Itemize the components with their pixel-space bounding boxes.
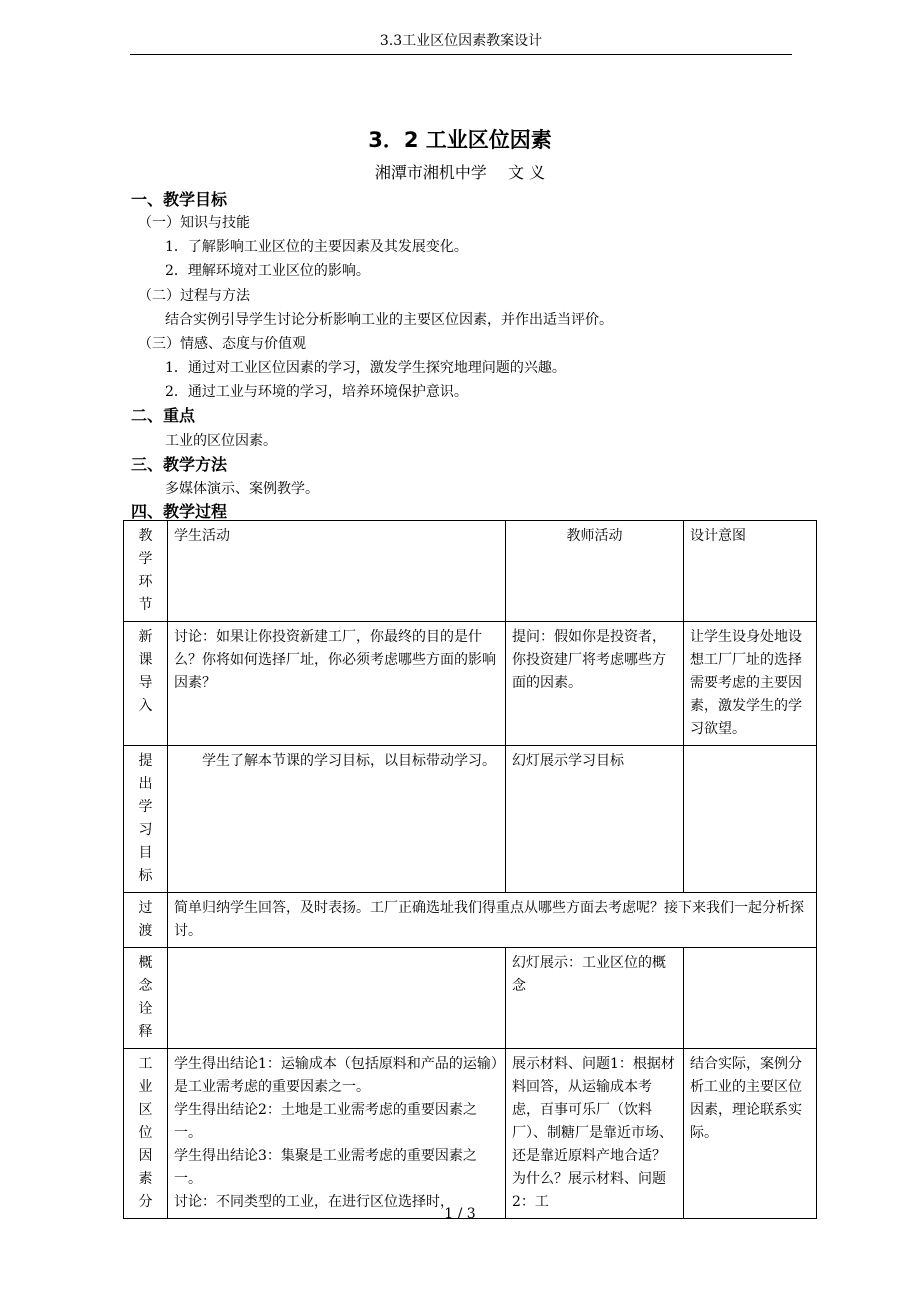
subsection-attitude: （三）情感、态度与价值观 — [138, 336, 306, 352]
stage-cell: 提 出 学 习 目 标 — [124, 746, 168, 893]
table-row — [124, 622, 817, 746]
page-number: 1 / 3 — [444, 1206, 476, 1222]
subsection-process: （二）过程与方法 — [138, 288, 250, 304]
document-title: 3．2 工业区位因素 — [368, 128, 552, 152]
student-activity-cell: 学生了解本节课的学习目标，以目标带动学习。 — [168, 746, 506, 893]
key-point-text: 工业的区位因素。 — [165, 433, 277, 449]
student-activity-cell — [168, 948, 506, 1049]
table-row — [124, 1049, 817, 1219]
stage-cell: 新 课 导 入 — [124, 622, 168, 746]
teaching-process-table — [123, 520, 817, 1219]
table-row — [124, 893, 817, 948]
header-student-activity: 学生活动 — [168, 521, 506, 622]
section-heading-methods: 三、教学方法 — [131, 455, 228, 474]
teacher-activity-cell: 展示材料、问题1：根据材料回答，从运输成本考虑，百事可乐厂（饮料厂）、制糖厂是靠近市场、还是靠近原料产地合适？为什么？展示材料、问题2：工 — [506, 1049, 684, 1219]
design-intent-cell — [684, 948, 817, 1049]
teacher-activity-cell: 幻灯展示学习目标 — [506, 746, 684, 893]
header-stage: 教 学 环 节 — [124, 521, 168, 622]
student-activity-cell: 讨论：如果让你投资新建工厂，你最终的目的是什么？你将如何选择厂址，你必须考虑哪些方面的影响因素？ — [168, 622, 506, 746]
design-intent-cell: 结合实际，案例分析工业的主要区位因素，理论联系实际。 — [684, 1049, 817, 1219]
author-line: 湘潭市湘机中学 文 义 — [374, 163, 546, 182]
methods-text: 多媒体演示、案例教学。 — [165, 481, 319, 497]
section-heading-key-points: 二、重点 — [131, 406, 196, 425]
teacher-activity-cell: 提问：假如你是投资者，你投资建厂将考虑哪些方面的因素。 — [506, 622, 684, 746]
header-teacher-activity: 教师活动 — [506, 521, 684, 622]
stage-cell: 概 念 诠 释 — [124, 948, 168, 1049]
page-header: 3.3工业区位因素教案设计 — [130, 30, 792, 55]
subsection-knowledge: （一）知识与技能 — [138, 215, 250, 231]
header-design-intent: 设计意图 — [684, 521, 817, 622]
objective-item: 2．通过工业与环境的学习，培养环境保护意识。 — [165, 384, 468, 400]
student-activity-cell: 学生得出结论1：运输成本（包括原料和产品的运输）是工业需考虑的重要因素之一。 学生得出结论2：土地是工业需考虑的重要因素之一。 学生得出结论3：集聚是工业需考虑的重要因素之一。 讨论：不同类型的工业，在进行区位选择时， — [168, 1049, 506, 1219]
stage-cell: 工 业 区 位 因 素 分 — [124, 1049, 168, 1219]
objective-item: 结合实例引导学生讨论分析影响工业的主要区位因素，并作出适当评价。 — [165, 312, 613, 328]
objective-item: 1．通过对工业区位因素的学习，激发学生探究地理问题的兴趣。 — [165, 360, 566, 376]
design-intent-cell: 让学生设身处地设想工厂厂址的选择需要考虑的主要因素，激发学生的学习欲望。 — [684, 622, 817, 746]
table-header-row — [124, 521, 817, 622]
section-heading-objectives: 一、教学目标 — [131, 190, 228, 209]
transition-cell: 简单归纳学生回答，及时表扬。工厂正确选址我们得重点从哪些方面去考虑呢？接下来我们一起分析探讨。 — [168, 893, 817, 948]
objective-item: 2．理解环境对工业区位的影响。 — [165, 263, 370, 279]
table-row — [124, 746, 817, 893]
teacher-activity-cell: 幻灯展示：工业区位的概念 — [506, 948, 684, 1049]
table-row — [124, 948, 817, 1049]
design-intent-cell — [684, 746, 817, 893]
section-heading-process: 四、教学过程 — [131, 502, 228, 521]
objective-item: 1．了解影响工业区位的主要因素及其发展变化。 — [165, 239, 468, 255]
stage-cell: 过 渡 — [124, 893, 168, 948]
